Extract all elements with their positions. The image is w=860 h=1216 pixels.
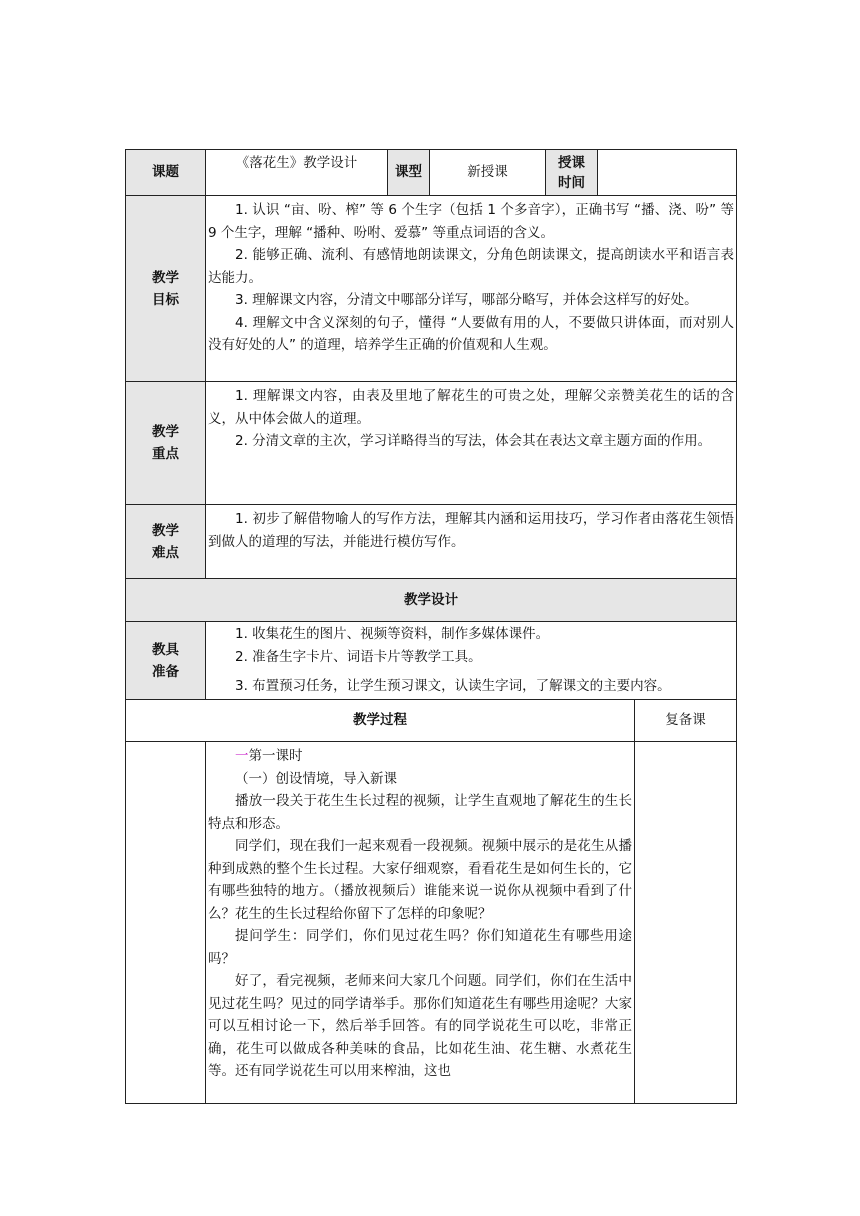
section-heading: （一）创设情境，导入新课 [235,770,397,787]
difficulty-item: 1. 初步了解借物喻人的写作方法，理解其内涵和运用技巧，学习作者由落花生领悟到做人的道理的写法，并能进行模仿写作。 [208,511,734,550]
objectives-label-line-1: 教学 [152,269,179,286]
objectives-label-line-2: 目标 [152,291,179,308]
lesson-label [208,745,632,768]
objective-item: 4. 理解文中含义深刻的句子，懂得 “人要做有用的人，不要做只讲体面，而对别人没有好处的人” 的道理，培养学生正确的价值观和人生观。 [208,314,734,353]
time-value [598,150,737,196]
process-paragraph: 同学们，现在我们一起来观看一段视频。视频中展示的是花生从播种到成熟的整个生长过程。大家仔细观察，看看花生是如何生长的，它有哪些独特的地方。（播放视频后）谁能来说一说你从视频中看到了什么？花生的生长过程给你留下了怎样的印象呢？ [208,838,632,922]
design-section-title: 教学设计 [126,579,737,622]
review-label: 复备课 [635,700,737,742]
difficulties-label [126,505,206,579]
process-paragraph: 播放一段关于花生生长过程的视频，让学生直观地了解花生的生长特点和形态。 [208,793,632,832]
time-label [546,150,598,196]
review-notes-area[interactable] [635,742,737,1104]
accent-mark: 一 [235,748,249,764]
objective-item: 1. 认识 “亩、吩、榨” 等 6 个生字（包括 1 个多音字），正确书写 “播、浇、吩” 等 9 个生字，理解 “播种、吩咐、爱慕” 等重点词语的含义。 [208,202,734,241]
objective-item: 3. 理解课文内容，分清文中哪部分详写，哪部分略写，并体会这样写的好处。 [235,292,698,308]
time-label-line-1: 授课 [558,154,585,171]
objectives-label [126,196,206,382]
process-paragraph: 提问学生：同学们，你们见过花生吗？你们知道花生有哪些用途吗？ [208,928,632,967]
tools-label-line-2: 准备 [152,663,179,680]
tool-item: 2. 准备生字卡片、词语卡片等教学工具。 [235,648,482,665]
tool-item: 1. 收集花生的图片、视频等资料，制作多媒体课件。 [235,626,550,642]
tools-label-line-1: 教具 [152,641,179,658]
lesson-plan-table [125,149,737,1104]
tools-label [126,622,206,700]
tools-content [206,622,737,700]
key-points-label-line-2: 重点 [152,446,179,462]
process-left-blank [126,742,206,1104]
key-points-label [126,382,206,505]
key-points-label-line-1: 教学 [152,424,179,440]
time-label-line-2: 时间 [558,174,585,191]
process-title: 教学过程 [126,700,635,742]
difficulties-label-line-2: 难点 [152,544,179,561]
key-points-content [206,382,737,505]
type-label: 课型 [388,150,430,196]
process-content [206,742,635,1104]
key-point-item: 2. 分清文章的主次，学习详略得当的写法，体会其在表达文章主题方面的作用。 [235,433,712,449]
title-value: 《落花生》教学设计 [206,150,388,196]
tool-item: 3. 布置预习任务，让学生预习课文，认读生字词，了解课文的主要内容。 [235,678,671,694]
objectives-content [206,196,737,382]
title-label: 课题 [126,150,206,196]
type-value: 新授课 [430,150,546,196]
process-paragraph: 好了，看完视频，老师来问大家几个问题。同学们，你们在生活中见过花生吗？见过的同学请举手。那你们知道花生有哪些用途呢？大家可以互相讨论一下，然后举手回答。有的同学说花生可以吃，非常正确，花生可以做成各种美味的食品，比如花生油、花生糖、水煮花生等。还有同学说花生可以用来榨油，这也 [208,973,632,1079]
difficulties-content [206,505,737,579]
objective-item: 2. 能够正确、流利、有感情地朗读课文，分角色朗读课文，提高朗读水平和语言表达能力。 [208,247,734,286]
lesson-label-text: 第一课时 [248,748,303,764]
difficulties-label-line-1: 教学 [152,522,179,539]
key-point-item: 1. 理解课文内容，由表及里地了解花生的可贵之处，理解父亲赞美花生的话的含义，从中体会做人的道理。 [208,388,734,427]
